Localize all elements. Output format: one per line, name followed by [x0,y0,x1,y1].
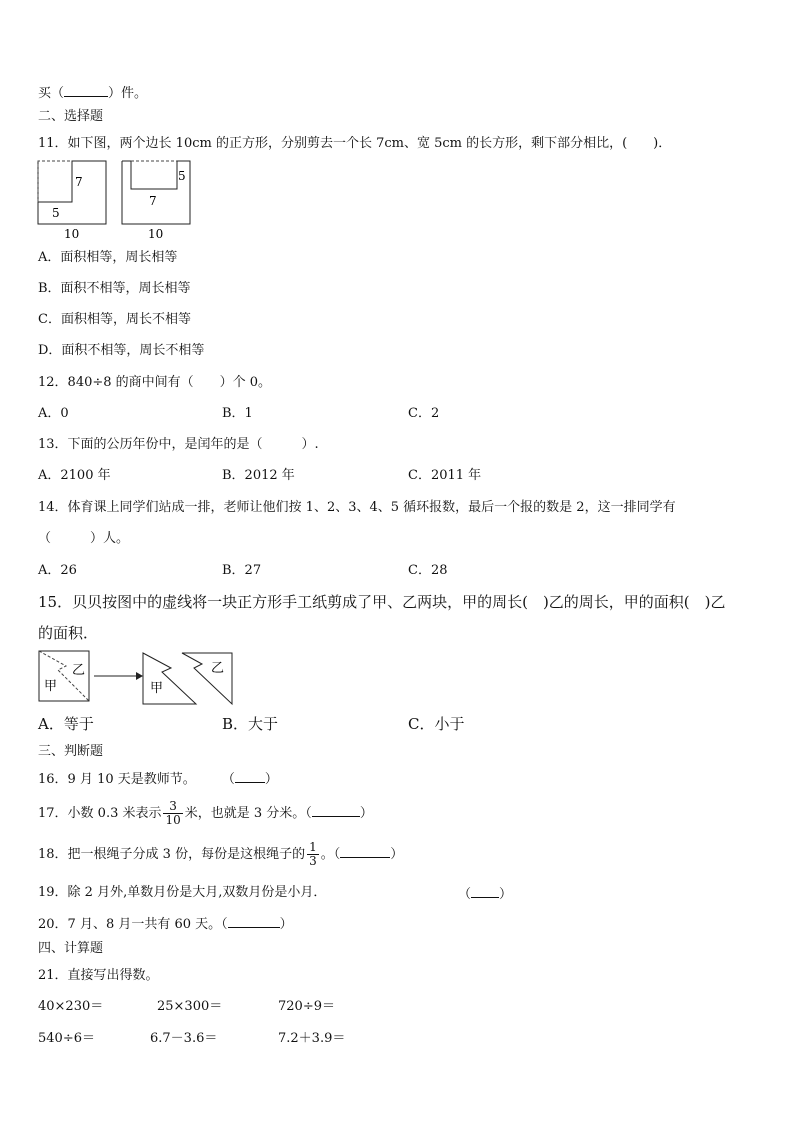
question-17-answer-blank[interactable] [312,804,360,817]
question-11-option-b[interactable]: B．面积不相等，周长相等 [38,281,191,296]
paren-close: ） [499,887,513,902]
fig2-label-7: 7 [149,194,157,208]
fraction-numerator: 3 [163,800,182,814]
question-18 [38,840,403,870]
question-16 [38,770,278,788]
question-17-pre: 17．小数 0.3 米表示 [38,806,162,821]
question-11-figure [30,156,230,242]
question-16-text: 16．9 月 10 天是教师节。 [38,772,196,787]
fraction-numerator: 1 [309,840,317,854]
question-21-stem: 21．直接写出得数。 [38,968,159,983]
piece-jia [143,653,196,704]
question-12-stem: 12．840÷8 的商中间有（ ）个 0。 [38,375,272,390]
previous-question-tail [38,84,147,102]
fig1-label-7: 7 [75,175,83,189]
calc-item: 7.2＋3.9＝ [278,1031,346,1046]
question-17 [38,799,373,829]
question-19-answer-blank[interactable] [471,885,499,898]
fraction-1-3 [307,841,319,868]
fig1-label-10: 10 [64,227,80,241]
fig2-label-10: 10 [148,227,164,241]
paren-open: （ [458,887,472,902]
fraction-3-10 [163,800,182,827]
question-15-option-c[interactable]: C．小于 [408,715,465,733]
question-13-stem: 13．下面的公历年份中，是闰年的是（ ）. [38,437,319,452]
question-14-option-b[interactable]: B．27 [222,563,262,578]
figure-square-1 [38,161,106,241]
question-15-option-a[interactable]: A．等于 [38,715,94,733]
calc-item: 6.7－3.6＝ [150,1031,218,1046]
question-15-figure [36,648,246,706]
question-18-post: 。（ [320,847,341,862]
fig1-label-5: 5 [52,206,60,220]
calc-item: 40×230＝ [38,999,104,1014]
paper-square [39,651,89,701]
question-14-stem: 14．体育课上同学们站成一排，老师让他们按 1、2、3、4、5 循环报数，最后一个报的数是 2，这一排同学有 [38,500,676,515]
question-14-option-a[interactable]: A．26 [38,563,77,578]
question-12-option-c[interactable]: C．2 [408,406,440,421]
question-20-text: 20．7 月、8 月一共有 60 天。（ [38,917,228,932]
question-13-option-b[interactable]: B．2012 年 [222,468,295,483]
label-jia: 甲 [44,679,58,694]
calc-item: 25×300＝ [157,999,223,1014]
question-15-stem: 15．贝贝按图中的虚线将一块正方形手工纸剪成了甲、乙两块，甲的周长( )乙的周长，甲的面积( )乙 [38,593,726,611]
tail-suffix: ）件。 [108,86,148,101]
question-13-option-c[interactable]: C．2011 年 [408,468,482,483]
question-11-option-c[interactable]: C．面积相等，周长不相等 [38,312,191,327]
calc-item: 540÷6＝ [38,1031,95,1046]
question-19-paren [458,885,512,903]
label-yi: 乙 [72,663,86,678]
question-19-text: 19．除 2 月外,单数月份是大月,双数月份是小月． [38,885,327,900]
tail-prefix: 买（ [38,86,65,101]
question-11-stem: 11．如下图，两个边长 10cm 的正方形，分别剪去一个长 7cm、宽 5cm 的长方形，剩下部分相比，( )． [38,136,672,151]
section-heading-choice: 二、选择题 [38,109,104,124]
fig2-label-5: 5 [178,169,186,183]
piece-yi [182,653,232,704]
fraction-denominator: 10 [165,813,181,827]
arrow-right-icon [94,672,143,680]
question-12-option-b[interactable]: B．1 [222,406,253,421]
paren-close: ） [264,772,278,787]
question-11-option-d[interactable]: D．面积不相等，周长不相等 [38,343,205,358]
figure-square-2 [122,161,190,241]
question-15-option-b[interactable]: B．大于 [222,715,279,733]
question-16-answer-blank[interactable] [235,770,265,783]
question-18-pre: 18．把一根绳子分成 3 份，每份是这根绳子的 [38,847,306,862]
question-17-post: 米，也就是 3 分米。（ [184,806,312,821]
answer-blank[interactable] [64,84,108,97]
question-20-answer-blank[interactable] [228,915,280,928]
paren-close: ） [390,847,404,862]
fraction-denominator: 3 [309,854,317,868]
question-14-stem-2: （ ）人。 [38,531,130,546]
paren-close: ） [279,917,293,932]
question-14-option-c[interactable]: C．28 [408,563,448,578]
question-20 [38,915,293,933]
section-heading-calc: 四、计算题 [38,941,104,956]
calc-item: 720÷9＝ [278,999,335,1014]
piece-label-yi: 乙 [211,661,225,676]
paren-open: （ [221,772,235,787]
question-12-option-a[interactable]: A．0 [38,406,69,421]
section-heading-judge: 三、判断题 [38,744,104,759]
question-19 [38,885,326,901]
question-18-answer-blank[interactable] [340,845,390,858]
question-11-option-a[interactable]: A．面积相等，周长相等 [38,250,178,265]
piece-label-jia: 甲 [150,681,164,696]
question-15-stem-2: 的面积． [38,624,99,642]
question-13-option-a[interactable]: A．2100 年 [38,468,111,483]
paren-close: ） [359,806,373,821]
